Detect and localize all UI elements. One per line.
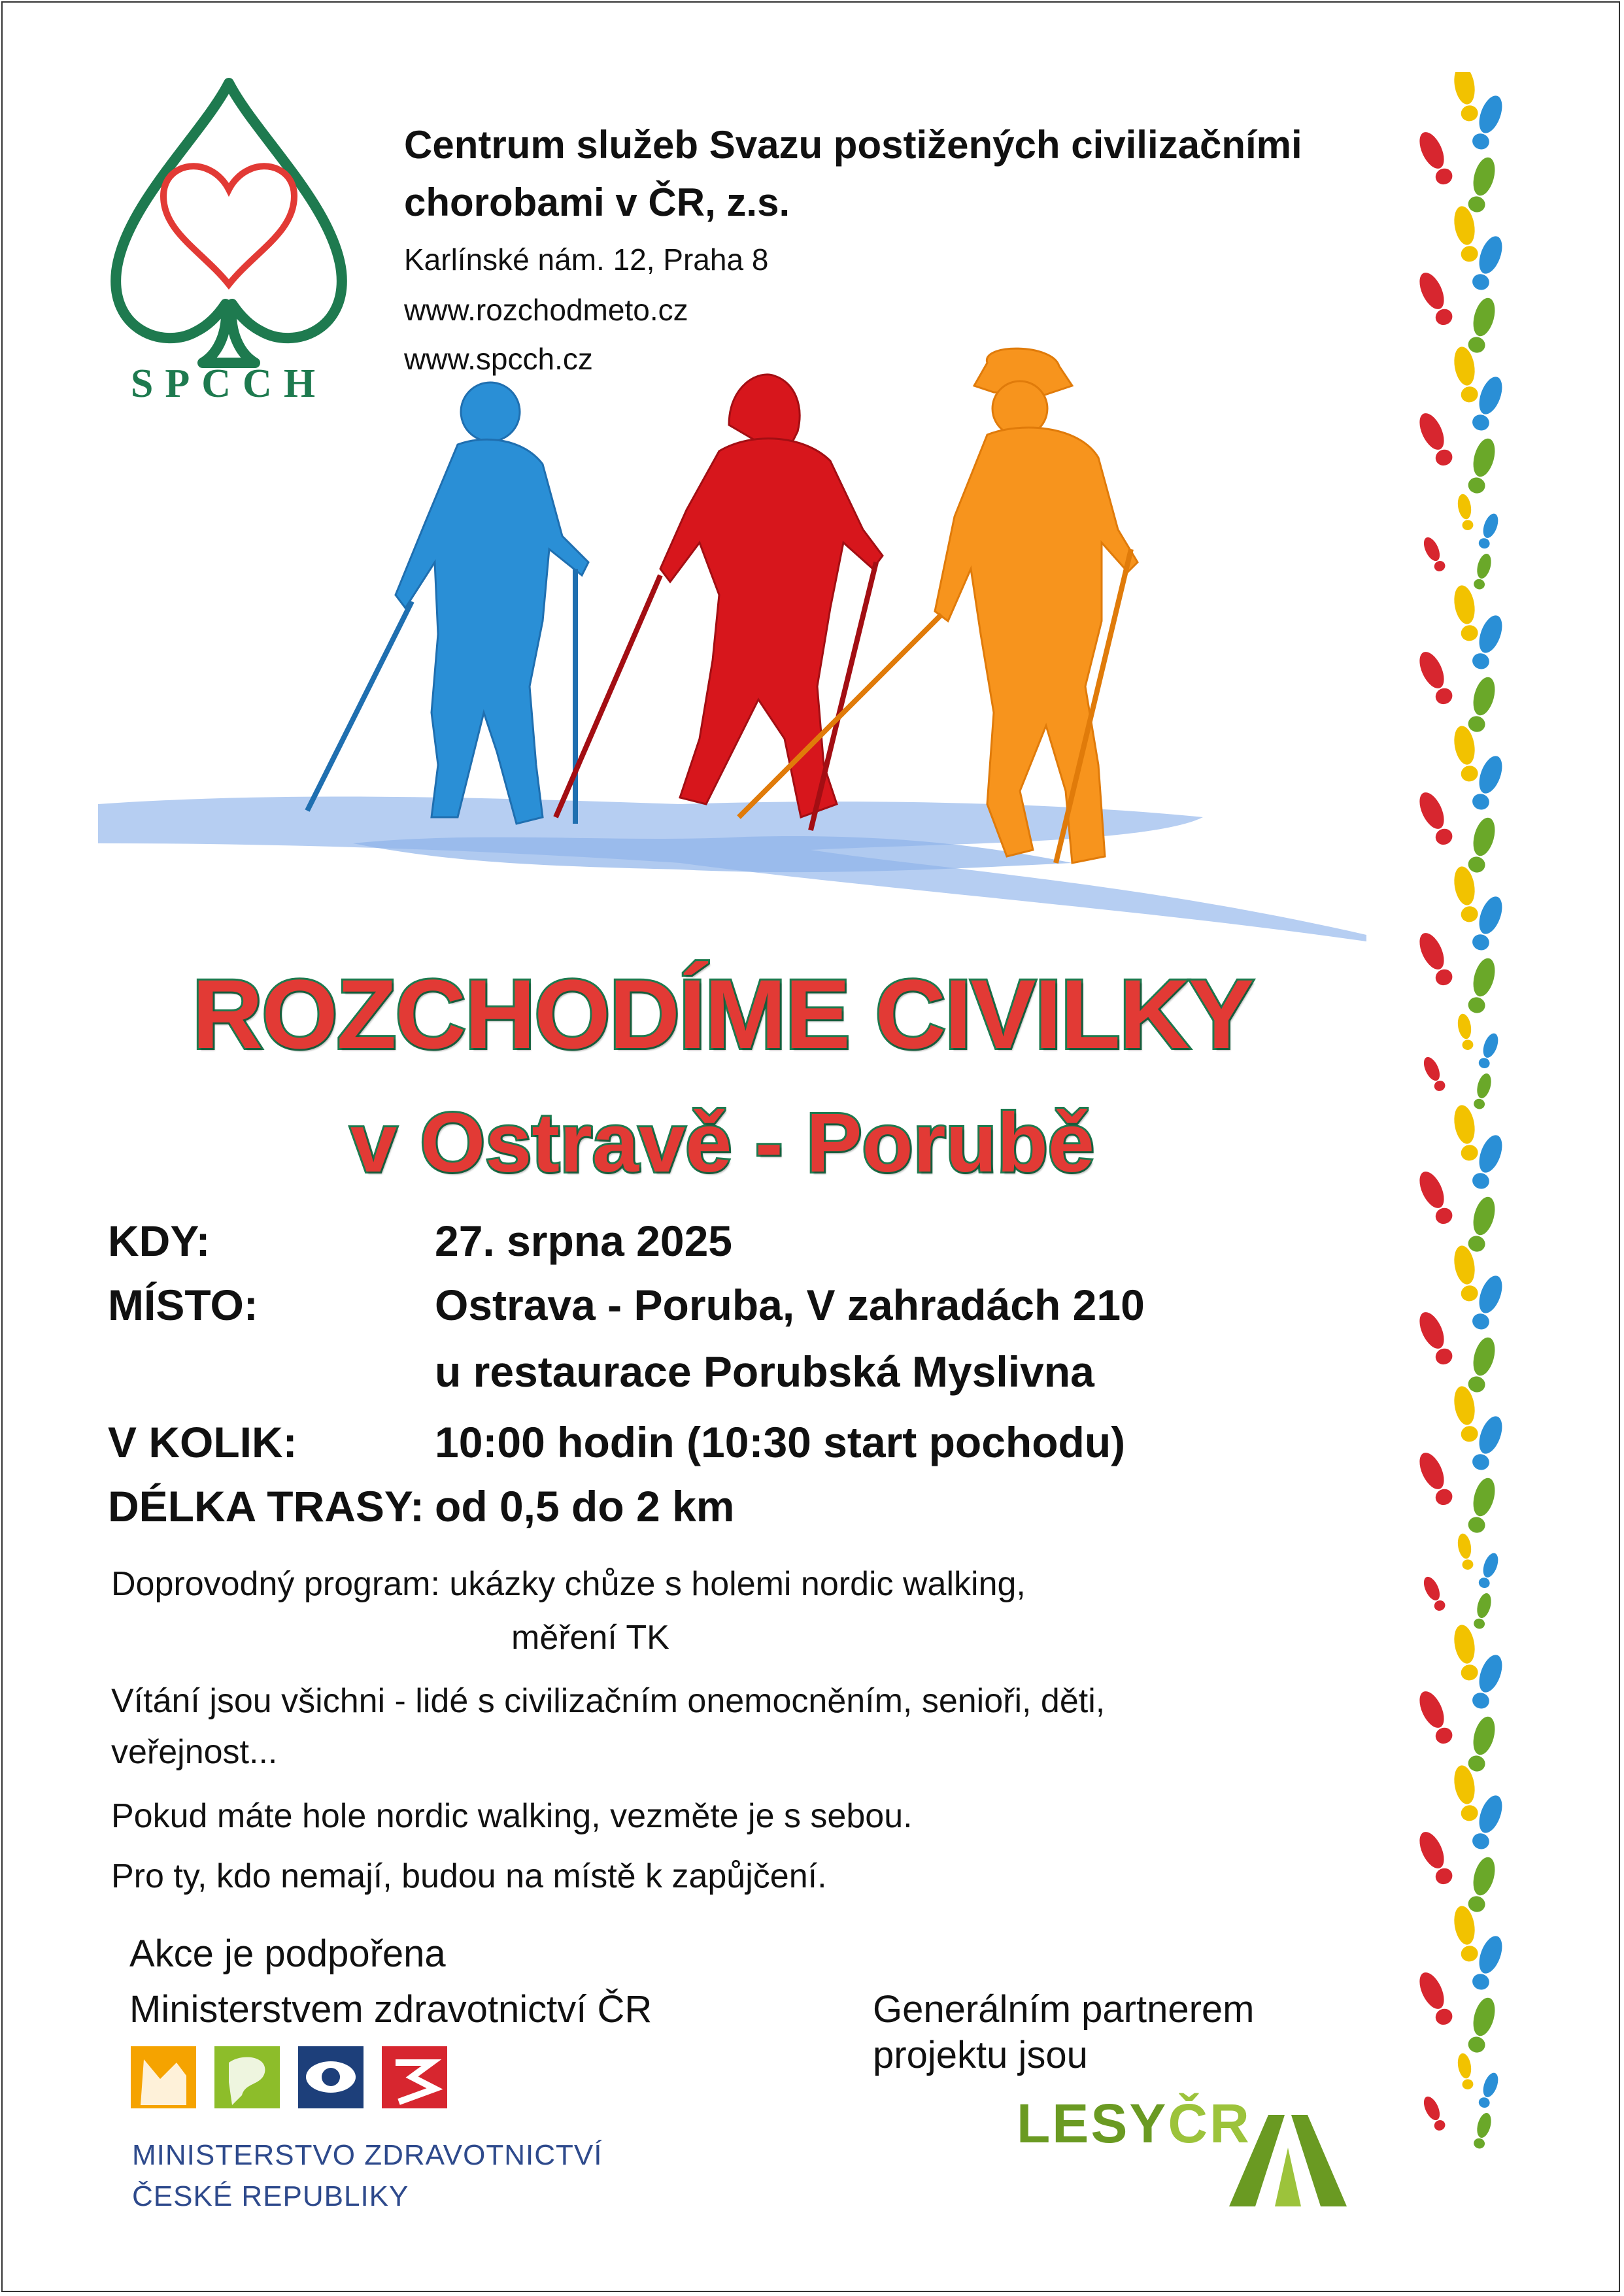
footprint-icon	[1415, 269, 1457, 328]
footprint-icon	[1415, 648, 1457, 707]
footprint-icon	[1476, 1032, 1500, 1070]
route-length-value: od 0,5 do 2 km	[435, 1482, 735, 1530]
welcome-line2: veřejnost...	[111, 1733, 278, 1771]
footprint-icon	[1465, 295, 1498, 355]
lesy-text: LESY	[1017, 2093, 1168, 2154]
event-title: ROZCHODÍME CIVILKY	[192, 959, 1253, 1069]
footprint-icon	[1465, 1995, 1498, 2055]
spade-outline-icon	[116, 83, 342, 363]
footprint-icon	[1465, 815, 1498, 875]
heart-icon	[163, 166, 294, 284]
footprint-icon	[1421, 535, 1447, 573]
mzcr-name-line2: ČESKÉ REPUBLIKY	[132, 2180, 409, 2212]
rental-note: Pro ty, kdo nemají, budou na místě k zapůjčení.	[111, 1857, 827, 1895]
footprint-icon	[1415, 409, 1457, 469]
walker-red	[556, 375, 883, 830]
route-length-label: DÉLKA TRASY:	[108, 1482, 424, 1530]
footprint-icon	[1472, 2112, 1493, 2150]
footprint-icon	[1415, 788, 1457, 848]
footprint-icon	[1451, 72, 1480, 123]
footprint-icon	[1451, 724, 1480, 783]
footprint-icon	[1421, 1574, 1447, 1613]
footprint-icon	[1465, 956, 1498, 1015]
place-label: MÍSTO:	[108, 1281, 258, 1329]
program-line1: Doprovodný program: ukázky chůze s holemi nordic walking,	[111, 1565, 1026, 1603]
footprint-icon	[1472, 552, 1493, 591]
footprint-icon	[1469, 1273, 1507, 1332]
footprint-icon	[1421, 1055, 1447, 1093]
footprint-icon	[1415, 1168, 1457, 1227]
welcome-line1: Vítání jsou všichni - lidé s civilizačním onemocněním, senioři, děti,	[111, 1682, 1106, 1720]
place-value-line1: Ostrava - Poruba, V zahradách 210	[435, 1281, 1145, 1329]
footprint-icon	[1465, 1476, 1498, 1535]
footprint-icon	[1469, 1652, 1507, 1712]
footprint-icon	[1465, 675, 1498, 734]
footprint-icon	[1451, 1244, 1480, 1303]
organization-name-line1: Centrum služeb Svazu postižených civilizačními	[404, 123, 1302, 167]
walker-shadows	[98, 796, 1366, 941]
footprint-icon	[1456, 493, 1475, 531]
footprint-icon	[1451, 1385, 1480, 1443]
footprint-icon	[1469, 93, 1507, 152]
footprint-icon	[1451, 1104, 1480, 1162]
footprint-icon	[1456, 1532, 1475, 1570]
footprint-icon	[1451, 345, 1480, 404]
when-label: KDY:	[108, 1217, 211, 1265]
footprint-icon	[1469, 233, 1507, 293]
program-line2: měření TK	[511, 1619, 669, 1657]
event-subtitle: v Ostravě - Porubě	[350, 1096, 1095, 1190]
footprint-icon	[1472, 1072, 1493, 1111]
footprint-icon	[1469, 753, 1507, 813]
footprint-icon	[1415, 929, 1457, 988]
footprint-icon	[1472, 1592, 1493, 1630]
lesy-tree-icon	[1223, 2108, 1353, 2213]
footprint-icon	[1415, 1828, 1457, 1887]
cr-text: ČR	[1168, 2093, 1251, 2154]
footprint-icon	[1469, 894, 1507, 953]
support-line2: Ministerstvem zdravotnictví ČR	[129, 1988, 652, 2031]
footprint-icon	[1415, 1449, 1457, 1508]
place-value-line2: u restaurace Porubská Myslivna	[435, 1347, 1094, 1396]
footprint-icon	[1451, 1904, 1480, 1963]
website-spcch: www.spcch.cz	[404, 342, 593, 376]
footprint-icon	[1415, 1308, 1457, 1368]
when-value: 27. srpna 2025	[435, 1217, 732, 1265]
footprint-icon	[1465, 1714, 1498, 1774]
footprint-icon	[1451, 584, 1480, 643]
time-label: V KOLIK:	[108, 1418, 297, 1466]
footprint-icon	[1469, 1413, 1507, 1473]
footprint-icon	[1469, 1132, 1507, 1192]
footprint-icon	[1476, 512, 1500, 550]
footprint-icon	[1476, 2071, 1500, 2110]
footprint-icon	[1456, 1013, 1475, 1051]
footprint-icon	[1469, 374, 1507, 433]
footprint-icon	[1469, 1933, 1507, 1993]
footprints-column	[1393, 72, 1536, 2223]
footprint-icon	[1469, 613, 1507, 672]
footprint-icon	[1451, 865, 1480, 924]
nordic-walkers-illustration	[92, 346, 1373, 954]
footprint-icon	[1421, 2094, 1447, 2133]
walker-blue	[307, 382, 588, 824]
footprint-icon	[1451, 1623, 1480, 1682]
footprint-icon	[1451, 205, 1480, 263]
footprint-icon	[1465, 1194, 1498, 1254]
footprint-icon	[1451, 1764, 1480, 1823]
footprint-icon	[1415, 1687, 1457, 1747]
support-line1: Akce je podpořena	[129, 1933, 446, 1975]
footprint-icon	[1465, 1335, 1498, 1394]
footprint-icon	[1476, 1551, 1500, 1590]
organization-name-line2: chorobami v ČR, z.s.	[404, 180, 790, 224]
footprint-icon	[1415, 128, 1457, 188]
mzcr-name-line1: MINISTERSTVO ZDRAVOTNICTVÍ	[132, 2139, 603, 2171]
footprint-icon	[1465, 1855, 1498, 1914]
time-value: 10:00 hodin (10:30 start pochodu)	[435, 1418, 1126, 1466]
website-rozchodmeto: www.rozchodmeto.cz	[404, 293, 688, 327]
footprint-icon	[1456, 2052, 1475, 2090]
footprint-icon	[1469, 1793, 1507, 1852]
mzcr-logo-icons	[131, 2043, 451, 2112]
footprint-icon	[1415, 1968, 1457, 2028]
organization-name	[404, 116, 1411, 231]
poles-note: Pokud máte hole nordic walking, vezměte je s sebou.	[111, 1797, 913, 1835]
footprint-icon	[1465, 155, 1498, 214]
partner-line1: Generálním partnerem	[873, 1988, 1255, 2031]
partner-line2: projektu jsou	[873, 2034, 1088, 2076]
lesy-cr-logo	[1017, 2092, 1251, 2155]
footprint-icon	[1465, 436, 1498, 496]
organization-address: Karlínské nám. 12, Praha 8	[404, 243, 769, 277]
logo-text: SPCCH	[130, 362, 328, 402]
